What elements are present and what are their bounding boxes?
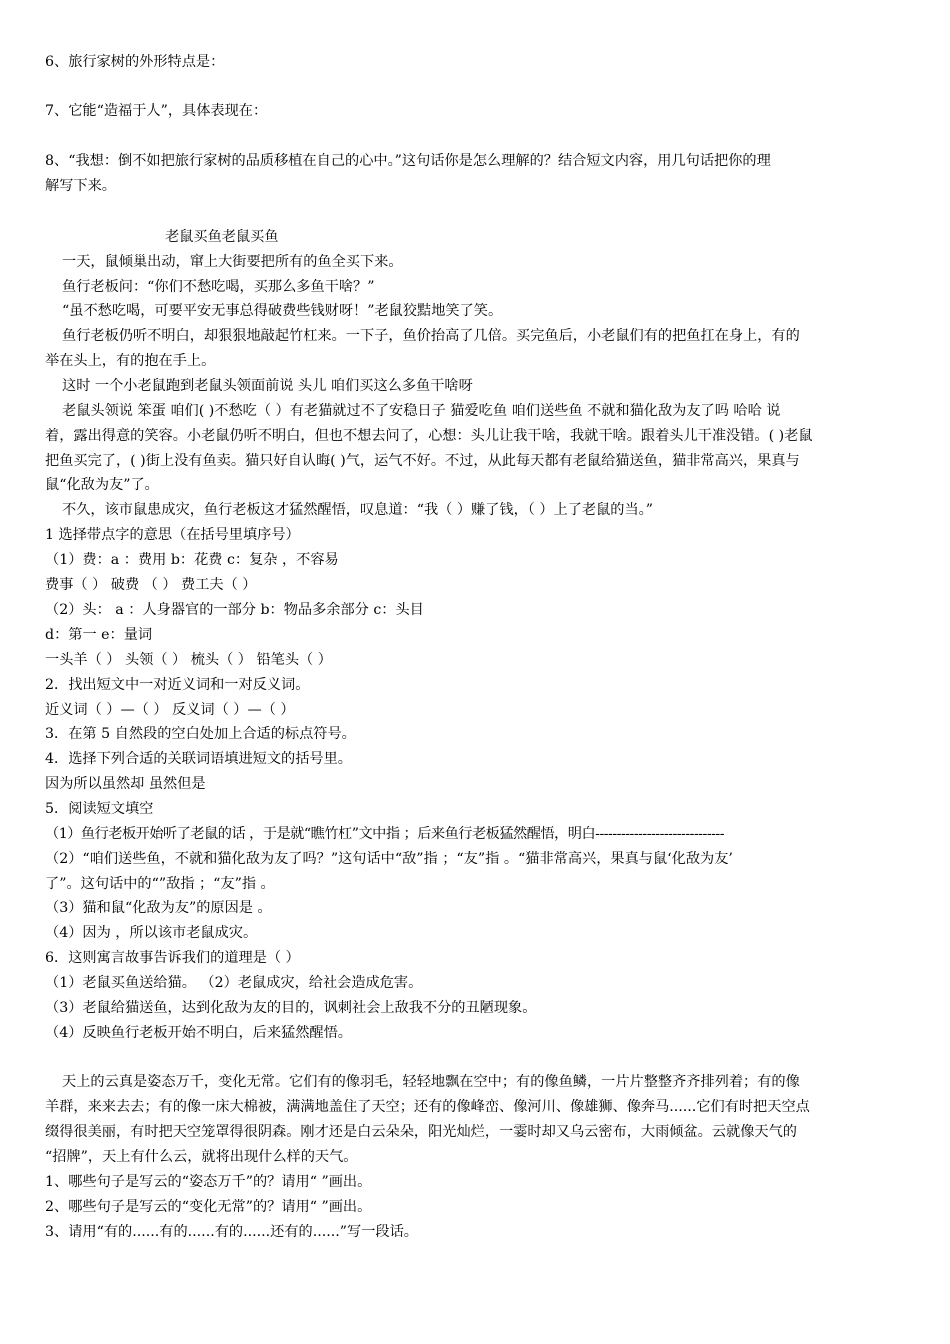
exercise-line: （3）老鼠给猫送鱼，达到化敌为友的目的，讽刺社会上敌我不分的丑陋现象。	[45, 1000, 537, 1016]
exercise-line: 近义词（ ）—（ ） 反义词（ ）—（ ）	[45, 702, 295, 718]
question-8-line-cont: 解写下来。	[45, 178, 116, 194]
exercise-line: 一头羊（ ） 头领（ ） 梳头（ ） 铅笔头（ ）	[45, 652, 332, 668]
exercise-line: 4．选择下列合适的关联词语填进短文的括号里。	[45, 751, 352, 767]
exercise-line: （3）猫和鼠“化敌为友”的原因是 。	[45, 900, 272, 916]
story-paragraph-line: 鼠“化敌为友”了。	[45, 477, 159, 493]
clouds-question: 2、哪些句子是写云的“变化无常”的？请用“ ”画出。	[45, 1199, 372, 1215]
exercise-line: （1）费：a ：费用 b：花费 c：复杂 ，不容易	[45, 552, 339, 568]
exercise-line: （2）头： a ：人身器官的一部分 b：物品多余部分 c：头目	[45, 602, 424, 618]
exercise-line: （1）鱼行老板开始听了老鼠的话 ，于是就“瞧竹杠”文中指 ；后来鱼行老板猛然醒悟，明白------------------------------	[45, 826, 724, 842]
clouds-paragraph-line: “招牌”，天上有什么云，就将出现什么样的天气。	[45, 1149, 358, 1165]
story-paragraph-line: 不久，该市鼠患成灾，鱼行老板这才猛然醒悟，叹息道：“我（ ）赚了钱，（ ）上了老鼠的当。”	[62, 502, 654, 518]
exercise-line: 2．找出短文中一对近义词和一对反义词。	[45, 677, 310, 693]
exercise-line: 费事（ ） 破费 （ ） 费工夫（ ）	[45, 577, 257, 593]
exercise-line: 1 选择带点字的意思（在括号里填序号）	[45, 527, 300, 543]
exercise-line: （4）反映鱼行老板开始不明白，后来猛然醒悟。	[45, 1025, 352, 1041]
exercise-line: 5．阅读短文填空	[45, 801, 154, 817]
clouds-paragraph-line: 羊群，来来去去；有的像一床大棉被，满满地盖住了天空；还有的像峰峦、像河川、像雄狮、像奔马......它们有时把天空点	[45, 1099, 810, 1115]
story-paragraph-line: 老鼠头领说 笨蛋 咱们( )不愁吃（ ）有老猫就过不了安稳日子 猫爱吃鱼 咱们送些鱼 不就和猫化敌为友了吗 哈哈 说	[62, 403, 781, 419]
story-paragraph-line: 鱼行老板问：“你们不愁吃喝，买那么多鱼干啥？”	[62, 279, 375, 295]
exercise-line: （4）因为 ，所以该市老鼠成灾。	[45, 925, 258, 941]
clouds-paragraph-line: 天上的云真是姿态万千，变化无常。它们有的像羽毛，轻轻地飘在空中；有的像鱼鳞，一片片整整齐齐排列着；有的像	[62, 1074, 800, 1090]
exercise-line: （1）老鼠买鱼送给猫。 （2）老鼠成灾，给社会造成危害。	[45, 975, 423, 991]
exercise-line: 了”。这句话中的“”敌指 ；“友”指 。	[45, 876, 275, 892]
story-paragraph-line: 把鱼买完了，( )街上没有鱼卖。猫只好自认晦( )气，运气不好。不过，从此每天都有老鼠给猫送鱼，猫非常高兴，果真与	[45, 453, 800, 469]
story-paragraph-line: 举在头上，有的抱在手上。	[45, 353, 216, 369]
exercise-line: 因为所以虽然却 虽然但是	[45, 776, 206, 792]
question-6-line: 6、旅行家树的外形特点是：	[45, 54, 225, 70]
clouds-question: 1、哪些句子是写云的“姿态万千”的？请用“ ”画出。	[45, 1174, 372, 1190]
story-paragraph-line: “虽不愁吃喝，可要平安无事总得破费些钱财呀！”老鼠狡黠地笑了笑。	[62, 303, 503, 319]
story-paragraph-line: 着，露出得意的笑容。小老鼠仍听不明白，但也不想去问了，心想：头儿让我干啥，我就干啥。跟着头儿干准没错。( )老鼠	[45, 428, 813, 444]
story-title: 老鼠买鱼老鼠买鱼	[165, 229, 279, 245]
clouds-paragraph-line: 缀得很美丽，有时把天空笼罩得很阴森。刚才还是白云朵朵，阳光灿烂，一霎时却又乌云密布，大雨倾盆。云就像天气的	[45, 1124, 797, 1140]
story-paragraph-line: 这时 一个小老鼠跑到老鼠头领面前说 头儿 咱们买这么多鱼干啥呀	[62, 378, 473, 394]
story-paragraph-line: 一天，鼠倾巢出动，窜上大街要把所有的鱼全买下来。	[62, 254, 403, 270]
question-7-line: 7、它能“造福于人”，具体表现在：	[45, 103, 268, 119]
exercise-line: d：第一 e：量词	[45, 627, 153, 643]
exercise-line: 6．这则寓言故事告诉我们的道理是（ ）	[45, 950, 300, 966]
exercise-line: 3．在第 5 自然段的空白处加上合适的标点符号。	[45, 726, 356, 742]
story-paragraph-line: 鱼行老板仍听不明白，却狠狠地敲起竹杠来。一下子，鱼价抬高了几倍。买完鱼后，小老鼠们有的把鱼扛在身上，有的	[62, 328, 800, 344]
question-8-line: 8、“我想：倒不如把旅行家树的品质移植在自己的心中。”这句话你是怎么理解的？结合短文内容，用几句话把你的理	[45, 153, 771, 169]
exercise-line: （2）“咱们送些鱼，不就和猫化敌为友了吗？”这句话中“敌”指 ；“友”指 。“猫非常高兴，果真与鼠‘化敌为友’	[45, 851, 733, 867]
clouds-question: 3、请用“有的......有的......有的......还有的......”写一段话。	[45, 1224, 418, 1240]
